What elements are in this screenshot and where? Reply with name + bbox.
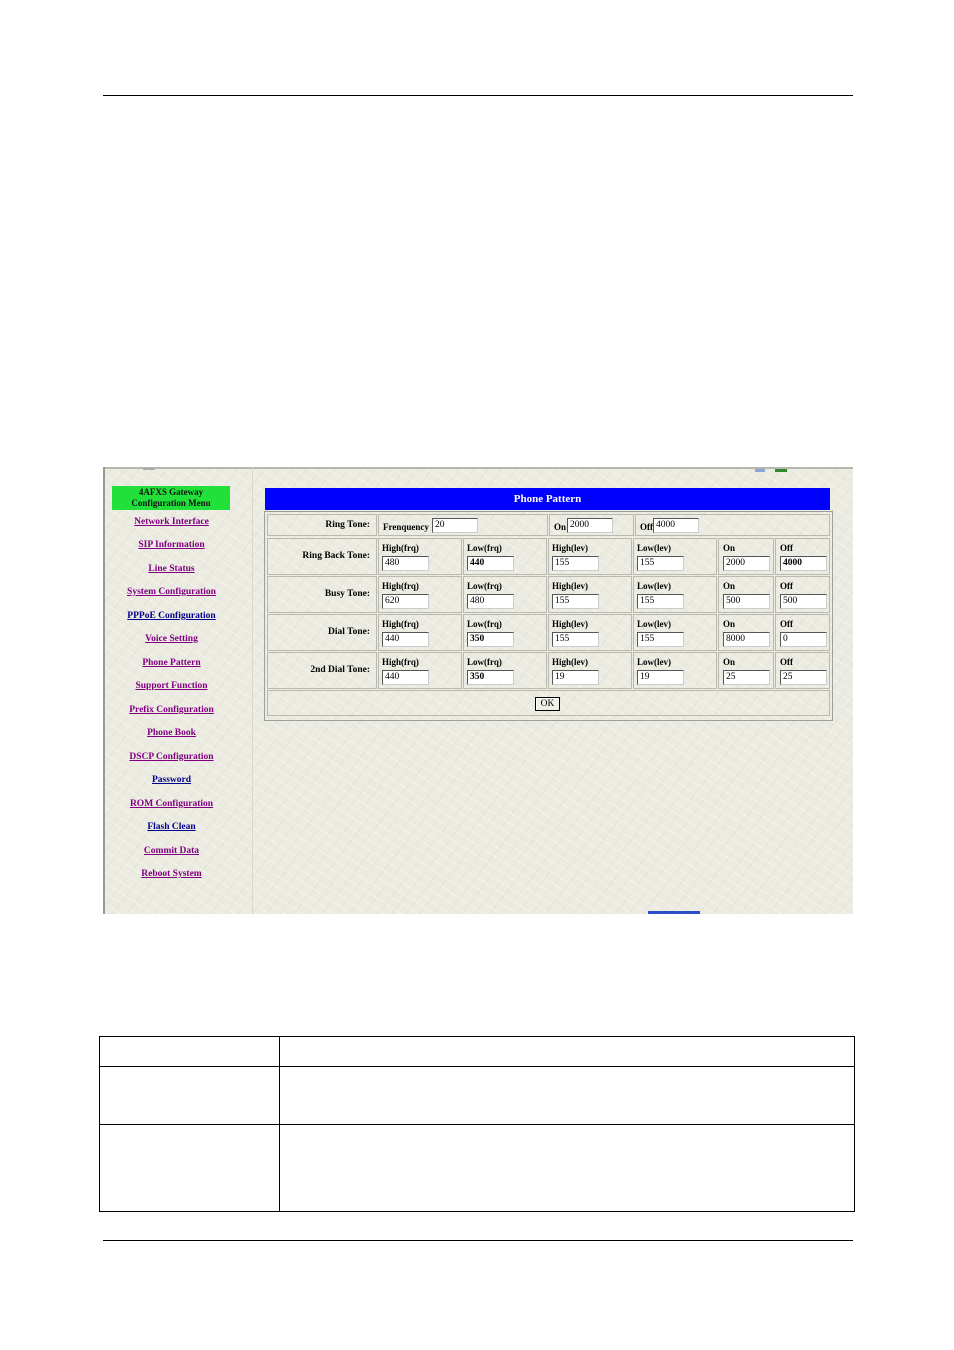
col-label-low-lev: Low(lev) xyxy=(637,657,671,667)
ringback-high-frq-input[interactable]: 480 xyxy=(382,556,429,571)
ringback-low-frq-input[interactable]: 440 xyxy=(467,556,514,571)
second-dial-high-frq-input[interactable]: 440 xyxy=(382,670,429,685)
tone-cell xyxy=(548,614,632,651)
ok-button[interactable]: OK xyxy=(535,697,560,711)
ring-tone-frequency-cell xyxy=(378,514,548,536)
ringback-off-input[interactable]: 4000 xyxy=(780,556,827,571)
tone-cell xyxy=(633,576,717,613)
second-dial-low-frq-input[interactable]: 350 xyxy=(467,670,514,685)
table-row-divider xyxy=(100,1124,854,1125)
dial-high-lev-input[interactable]: 155 xyxy=(552,632,599,647)
tone-cell xyxy=(633,652,717,689)
nav-voice-setting[interactable]: Voice Setting xyxy=(145,634,198,644)
dial-off-input[interactable]: 0 xyxy=(780,632,827,647)
col-label-on: On xyxy=(723,619,736,629)
tone-cell xyxy=(378,538,462,575)
busy-high-lev-input[interactable]: 155 xyxy=(552,594,599,609)
description-table xyxy=(99,1036,855,1212)
scrollbar-fragment[interactable] xyxy=(648,911,700,914)
nav-reboot-system[interactable]: Reboot System xyxy=(141,869,202,879)
toolbar-fragment-green xyxy=(775,469,787,472)
tone-cell xyxy=(548,576,632,613)
nav-phone-pattern[interactable]: Phone Pattern xyxy=(142,658,201,668)
col-label-high-frq: High(frq) xyxy=(382,657,419,667)
col-label-low-frq: Low(frq) xyxy=(467,543,502,553)
nav-rom-configuration[interactable]: ROM Configuration xyxy=(129,799,214,809)
tone-cell xyxy=(633,538,717,575)
col-label-high-lev: High(lev) xyxy=(552,581,588,591)
tone-cell xyxy=(718,576,774,613)
col-label-on: On xyxy=(723,543,736,553)
tone-cell xyxy=(775,652,830,689)
frequency-label: Frenquency xyxy=(383,522,429,532)
dial-on-input[interactable]: 8000 xyxy=(723,632,770,647)
col-label-off: Off xyxy=(780,619,793,629)
page-header-rule xyxy=(103,95,853,96)
col-label-high-frq: High(frq) xyxy=(382,619,419,629)
tone-cell xyxy=(378,614,462,651)
tone-cell xyxy=(378,576,462,613)
nav-sip-information[interactable]: SIP Information xyxy=(138,540,205,550)
ringback-on-input[interactable]: 2000 xyxy=(723,556,770,571)
dial-low-lev-input[interactable]: 155 xyxy=(637,632,684,647)
col-label-low-lev: Low(lev) xyxy=(637,543,671,553)
second-dial-low-lev-input[interactable]: 19 xyxy=(637,670,684,685)
tone-cell xyxy=(775,576,830,613)
busy-low-frq-input[interactable]: 480 xyxy=(467,594,514,609)
busy-off-input[interactable]: 500 xyxy=(780,594,827,609)
dial-low-frq-input[interactable]: 350 xyxy=(467,632,514,647)
col-label-low-lev: Low(lev) xyxy=(637,619,671,629)
tone-cell xyxy=(548,652,632,689)
col-label-low-frq: Low(frq) xyxy=(467,657,502,667)
busy-low-lev-input[interactable]: 155 xyxy=(637,594,684,609)
dial-high-frq-input[interactable]: 440 xyxy=(382,632,429,647)
second-dial-high-lev-input[interactable]: 19 xyxy=(552,670,599,685)
col-label-high-lev: High(lev) xyxy=(552,619,588,629)
col-label-high-lev: High(lev) xyxy=(552,657,588,667)
col-label-off: Off xyxy=(780,543,793,553)
tone-cell xyxy=(775,538,830,575)
ring-tone-on-cell xyxy=(549,514,634,536)
nav-password[interactable]: Password xyxy=(151,775,192,785)
col-label-low-frq: Low(frq) xyxy=(467,581,502,591)
tone-cell xyxy=(463,538,547,575)
nav-network-interface[interactable]: Network Interface xyxy=(134,517,209,527)
busy-on-input[interactable]: 500 xyxy=(723,594,770,609)
second-dial-tone-label: 2nd Dial Tone: xyxy=(267,652,377,689)
col-label-high-frq: High(frq) xyxy=(382,543,419,553)
ring-tone-label: Ring Tone: xyxy=(267,514,377,536)
ring-tone-off-cell xyxy=(635,514,830,536)
on-label: On xyxy=(554,522,567,532)
ring-frequency-input[interactable]: 20 xyxy=(432,518,478,533)
tone-cell xyxy=(463,576,547,613)
ringback-high-lev-input[interactable]: 155 xyxy=(552,556,599,571)
ringback-low-lev-input[interactable]: 155 xyxy=(637,556,684,571)
tone-cell xyxy=(775,614,830,651)
nav-pppoe-configuration[interactable]: PPPoE Configuration xyxy=(127,611,216,621)
nav-line-status[interactable]: Line Status xyxy=(148,564,195,574)
busy-tone-label: Busy Tone: xyxy=(267,576,377,613)
tone-cell xyxy=(718,652,774,689)
nav-system-configuration[interactable]: System Configuration xyxy=(127,587,216,597)
nav-commit-data[interactable]: Commit Data xyxy=(143,846,200,856)
tone-cell xyxy=(463,652,547,689)
col-label-off: Off xyxy=(780,581,793,591)
tone-cell xyxy=(718,538,774,575)
nav-phone-book[interactable]: Phone Book xyxy=(147,728,196,738)
col-label-on: On xyxy=(723,657,736,667)
col-label-low-lev: Low(lev) xyxy=(637,581,671,591)
off-label: Off xyxy=(640,522,653,532)
nav-prefix-configuration[interactable]: Prefix Configuration xyxy=(129,705,214,715)
nav-flash-clean[interactable]: Flash Clean xyxy=(147,822,196,832)
col-label-off: Off xyxy=(780,657,793,667)
tone-cell xyxy=(718,614,774,651)
tone-cell xyxy=(378,652,462,689)
page-footer-rule xyxy=(103,1240,853,1241)
ring-off-input[interactable]: 4000 xyxy=(653,518,699,533)
ring-back-tone-label: Ring Back Tone: xyxy=(267,538,377,575)
busy-high-frq-input[interactable]: 620 xyxy=(382,594,429,609)
tone-cell xyxy=(633,614,717,651)
panel-title: Phone Pattern xyxy=(265,488,830,510)
ring-on-input[interactable]: 2000 xyxy=(567,518,613,533)
gateway-config-screenshot xyxy=(103,467,853,914)
config-menu-sidebar xyxy=(103,467,253,914)
nav-support-function[interactable]: Support Function xyxy=(135,681,208,691)
table-row-divider xyxy=(100,1066,854,1067)
menu-title: 4AFXS Gateway Configuration Menu xyxy=(112,486,230,510)
col-label-on: On xyxy=(723,581,736,591)
tone-cell xyxy=(463,614,547,651)
nav-dscp-configuration[interactable]: DSCP Configuration xyxy=(129,752,214,762)
col-label-low-frq: Low(frq) xyxy=(467,619,502,629)
col-label-high-lev: High(lev) xyxy=(552,543,588,553)
dial-tone-label: Dial Tone: xyxy=(267,614,377,651)
second-dial-off-input[interactable]: 25 xyxy=(780,670,827,685)
second-dial-on-input[interactable]: 25 xyxy=(723,670,770,685)
col-label-high-frq: High(frq) xyxy=(382,581,419,591)
toolbar-fragment-blue xyxy=(755,469,765,472)
tone-cell xyxy=(548,538,632,575)
phone-pattern-table xyxy=(264,511,833,721)
